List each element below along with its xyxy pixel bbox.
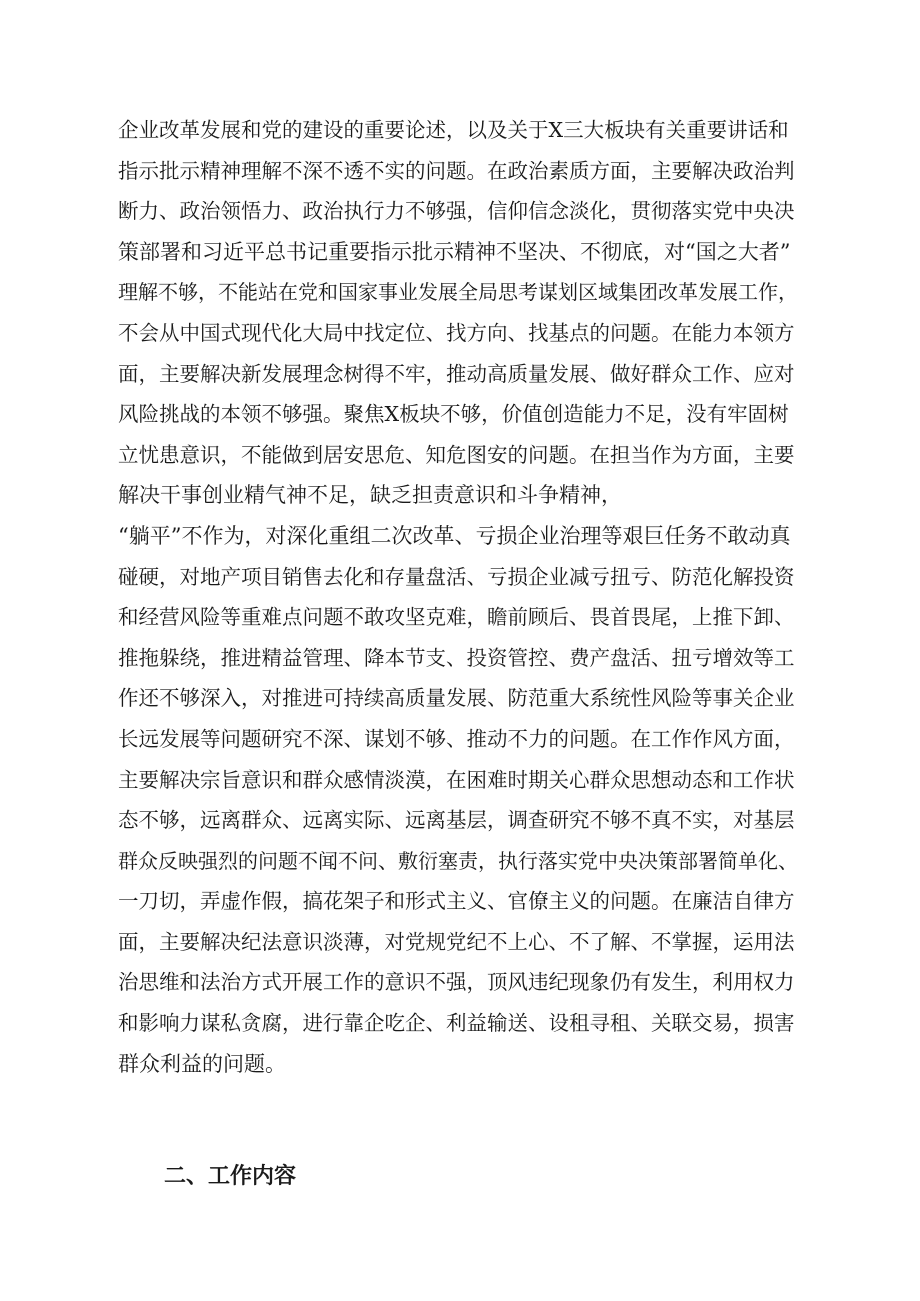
text-line: 长远发展等问题研究不深、谋划不够、推动不力的问题。在工作作风方面，	[118, 726, 795, 751]
text-line: 主要解决宗旨意识和群众感情淡漠，在困难时期关心群众思想动态和工作状	[118, 767, 795, 792]
text-line: 指示批示精神理解不深不透不实的问题。在政治素质方面，主要解决政治判	[118, 158, 795, 183]
text-line: 群众利益的问题。	[118, 1051, 286, 1076]
text-line: 理解不够，不能站在党和国家事业发展全局思考谋划区域集团改革发展工作，	[118, 280, 798, 305]
text-line: 解决干事创业精气神不足，缺乏担责意识和斗争精神，	[118, 483, 622, 508]
text-line: 态不够，远离群众、远离实际、远离基层，调查研究不够不真不实，对基层	[118, 808, 795, 833]
text-line: 推拖躲绕，推进精益管理、降本节支、投资管控、费产盘活、扭亏增效等工	[118, 645, 795, 670]
text-line: “躺平”不作为，对深化重组二次改革、亏损企业治理等艰巨任务不敢动真	[118, 523, 791, 548]
text-line: 作还不够深入，对推进可持续高质量发展、防范重大系统性风险等事关企业	[118, 686, 795, 711]
text-line: 和经营风险等重难点问题不敢攻坚克难，瞻前顾后、畏首畏尾，上推下卸、	[118, 605, 795, 630]
text-line: 碰硬，对地产项目销售去化和存量盘活、亏损企业减亏扭亏、防范化解投资	[118, 564, 795, 589]
text-line: 面，主要解决新发展理念树得不牢，推动高质量发展、做好群众工作、应对	[118, 361, 795, 386]
text-line: 策部署和习近平总书记重要指示批示精神不坚决、不彻底，对“国之大者”	[118, 239, 791, 264]
text-line: 立忧患意识，不能做到居安思危、知危图安的问题。在担当作为方面，主要	[118, 442, 795, 467]
text-line: 企业改革发展和党的建设的重要论述，以及关于X三大板块有关重要讲话和	[118, 118, 789, 142]
text-line: 治思维和法治方式开展工作的意识不强，顶风违纪现象仍有发生，利用权力	[118, 970, 795, 995]
text-line: 面，主要解决纪法意识淡薄，对党规党纪不上心、不了解、不掌握，运用法	[118, 929, 795, 954]
text-line: 和影响力谋私贪腐，进行靠企吃企、利益输送、设租寻租、关联交易，损害	[118, 1011, 795, 1036]
text-line: 不会从中国式现代化大局中找定位、找方向、找基点的问题。在能力本领方	[118, 320, 795, 345]
section-heading: 二、工作内容	[164, 1164, 297, 1189]
text-line: 群众反映强烈的问题不闻不问、敷衍塞责，执行落实党中央决策部署简单化、	[118, 848, 798, 873]
text-line: 一刀切，弄虚作假，搞花架子和形式主义、官僚主义的问题。在廉洁自律方	[118, 889, 795, 914]
text-line: 风险挑战的本领不够强。聚焦X板块不够，价值创造能力不足，没有牢固树	[118, 402, 789, 427]
body-paragraph	[118, 110, 802, 1084]
text-line: 断力、政治领悟力、政治执行力不够强，信仰信念淡化，贯彻落实党中央决	[118, 199, 795, 224]
